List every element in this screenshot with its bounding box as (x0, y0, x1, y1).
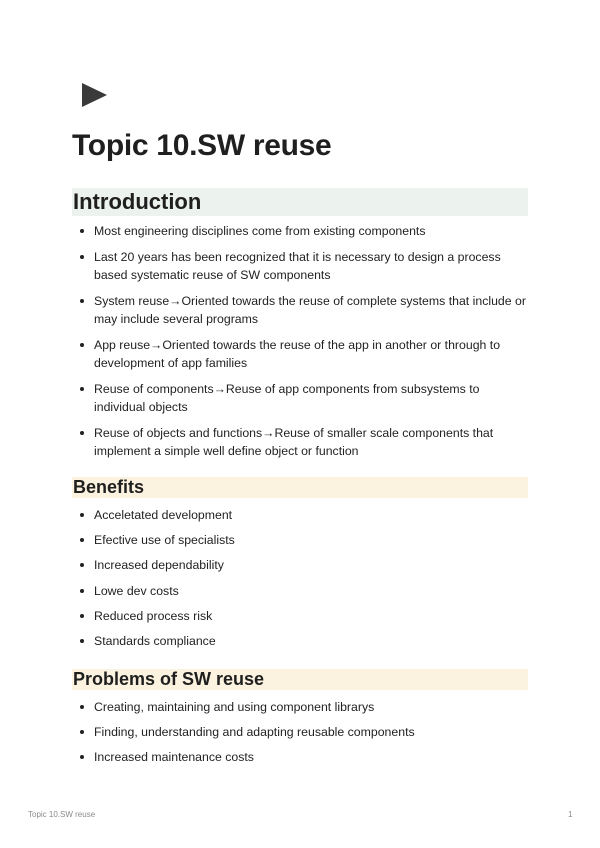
bullet-icon (80, 513, 84, 517)
heading-benefits: Benefits (72, 477, 528, 498)
bullet-icon (80, 755, 84, 759)
bullet-icon (80, 255, 84, 259)
bullet-icon (80, 431, 84, 435)
list-item-text: Acceletated development (94, 508, 233, 522)
list-item-text: Reduced process risk (94, 608, 213, 623)
page-title: Topic 10.SW reuse (72, 129, 332, 162)
list-item (72, 607, 528, 626)
benefits-list (72, 506, 528, 650)
list-item (72, 556, 528, 575)
list-item-text: Last 20 years has been recognized that it is necessary to design a process based systematic reuse of SW components (94, 249, 501, 282)
footer-doc-title: Topic 10.SW reuse (28, 810, 96, 819)
list-item-text: Efective use of specialists (94, 533, 235, 548)
introduction-list (72, 222, 528, 461)
list-item-text: App reuse→Oriented towards the reuse of the app in another or through to development of app families (94, 337, 501, 370)
bullet-icon (80, 730, 84, 734)
list-item (72, 582, 528, 601)
list-item-text: Lowe dev costs (94, 583, 179, 598)
list-item-text: Increased maintenance costs (94, 750, 254, 765)
bullet-icon (80, 705, 84, 709)
list-item (72, 632, 528, 651)
list-item (72, 698, 528, 717)
list-item (72, 248, 528, 285)
list-item (72, 424, 528, 461)
list-item-text: Reuse of components→Reuse of app components from subsystems to individual objects (94, 381, 480, 414)
heading-introduction: Introduction (72, 188, 528, 216)
list-item (72, 336, 528, 373)
bullet-icon (80, 299, 84, 303)
list-item-text: Most engineering disciplines come from existing components (94, 224, 426, 238)
bullet-icon (80, 639, 84, 643)
list-item-text: Standards compliance (94, 633, 216, 648)
footer-page-number: 1 (568, 810, 573, 819)
list-item-text: Creating, maintaining and using component librarys (94, 700, 375, 714)
bullet-icon (80, 589, 84, 593)
bullet-icon (80, 387, 84, 391)
bullet-icon (80, 563, 84, 567)
problems-list (72, 698, 528, 767)
list-item (72, 380, 528, 417)
list-item (72, 292, 528, 329)
bullet-icon (80, 538, 84, 542)
bullet-icon (80, 229, 84, 233)
list-item (72, 531, 528, 550)
bullet-icon (80, 614, 84, 618)
list-item-text: Reuse of objects and functions→Reuse of smaller scale components that implement a simple well define object or function (94, 425, 494, 458)
list-item-text: Finding, understanding and adapting reusable components (94, 725, 415, 740)
heading-problems-of-sw-reuse: Problems of SW reuse (72, 669, 528, 690)
list-item (72, 506, 528, 525)
play-icon (82, 83, 107, 107)
bullet-icon (80, 343, 84, 347)
list-item-text: System reuse→Oriented towards the reuse of complete systems that include or may include several programs (94, 293, 526, 326)
list-item (72, 723, 528, 742)
list-item (72, 748, 528, 767)
list-item-text: Increased dependability (94, 558, 224, 573)
list-item (72, 222, 528, 241)
